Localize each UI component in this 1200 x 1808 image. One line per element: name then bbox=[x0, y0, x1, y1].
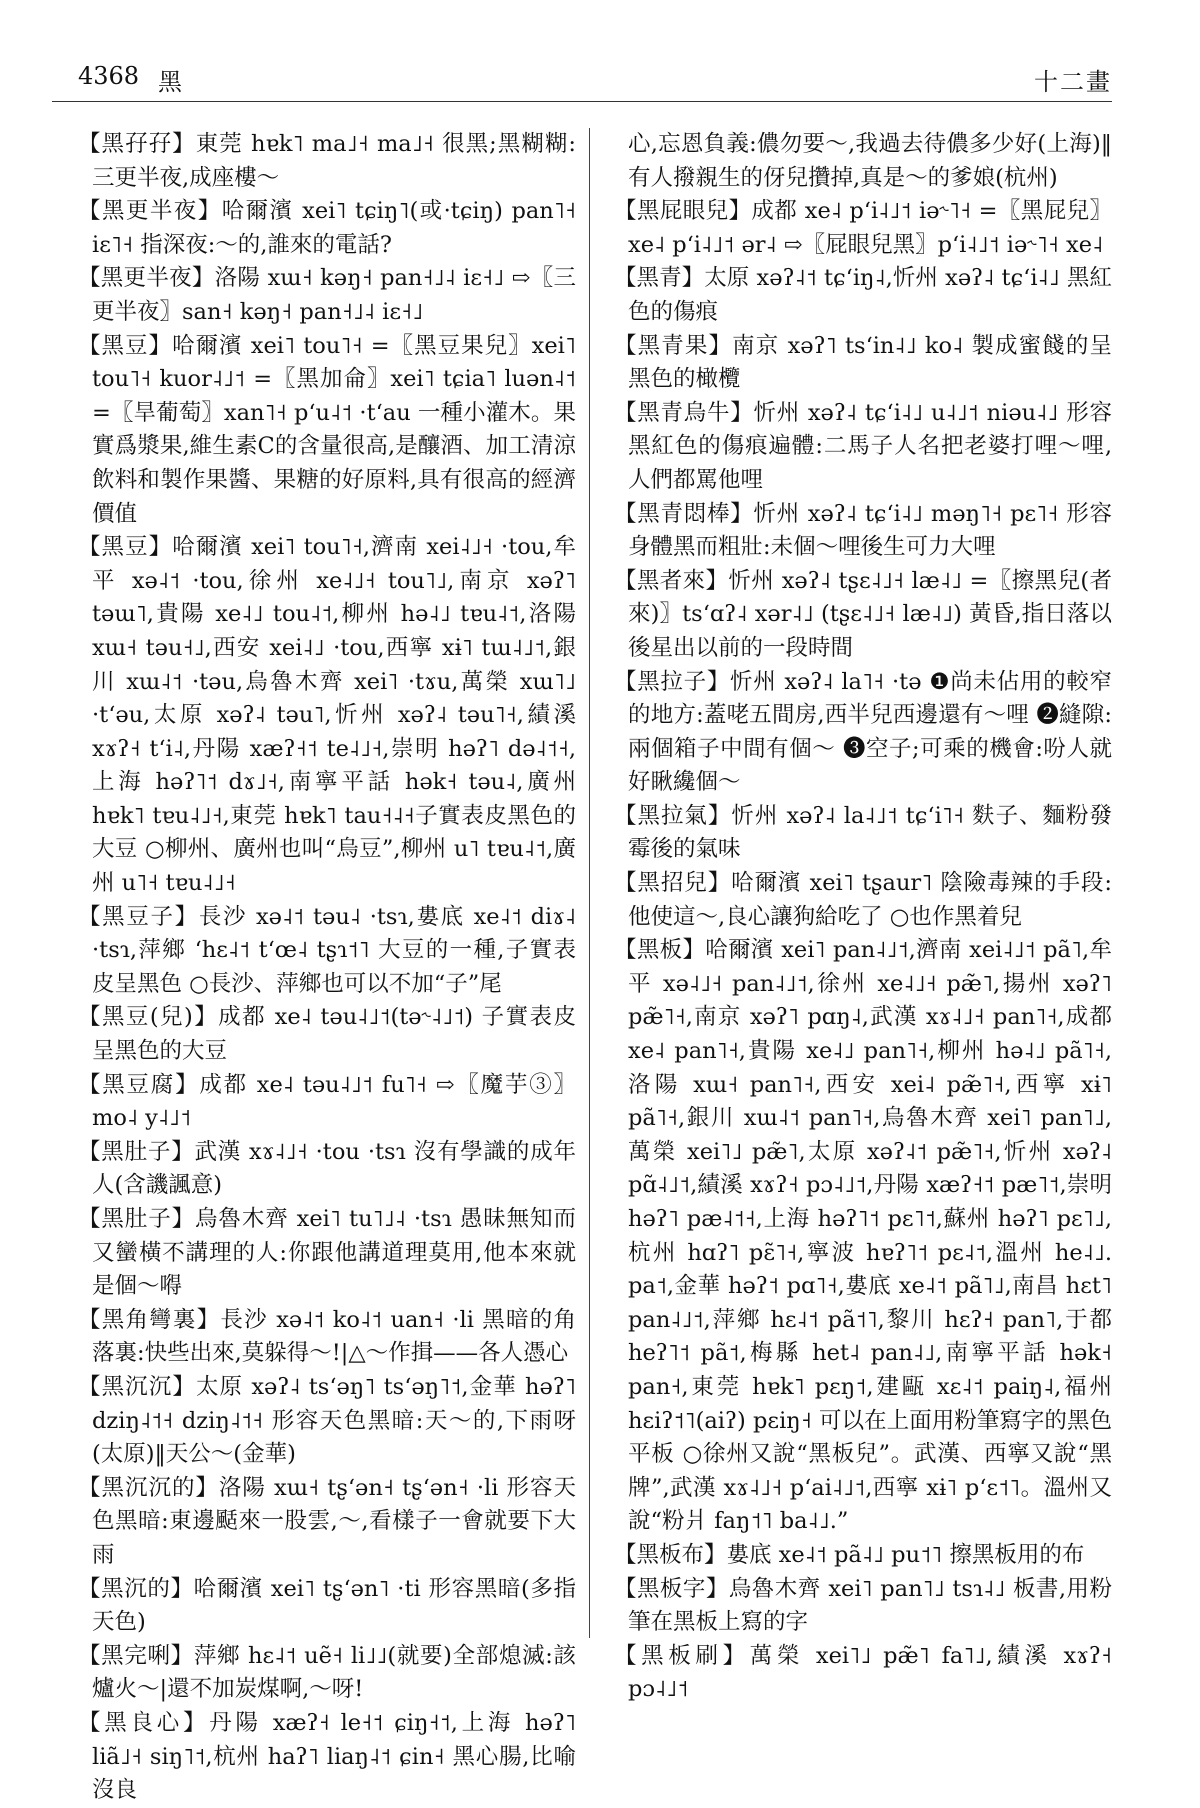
dictionary-entry bbox=[78, 262, 576, 329]
dictionary-entry bbox=[78, 1371, 576, 1472]
dictionary-entry bbox=[614, 1573, 1112, 1640]
dictionary-entry bbox=[614, 666, 1112, 800]
entry-definition: 東莞 hɐk˥ ma˩˧ ma˩˧ 很黑;黑糊糊:三更半夜,成座樓～ bbox=[92, 131, 576, 191]
entry-headword: 【黑青】 bbox=[614, 265, 705, 292]
dictionary-entry bbox=[78, 330, 576, 532]
entry-definition: 忻州 xəʔ˨ la˥˧ ·tə ❶尚未佔用的較窄的地方:蓋咾五間房,西半兒西邊還有～哩 ❷縫隙:兩個箱子中間有個～ ❸空子;可乘的機會:吩人就好瞅纔個～ bbox=[628, 668, 1112, 796]
entry-definition: 哈爾濱 xei˥ tʂʻən˥ ·ti 形容黑暗(多指天色) bbox=[92, 1575, 576, 1636]
entry-definition: 太原 xəʔ˨˦ tɕʻiŋ˨,忻州 xəʔ˨ tɕʻi˨˩ 黑紅色的傷痕 bbox=[628, 265, 1112, 325]
entry-headword: 【黑拉子】 bbox=[614, 668, 731, 695]
entry-definition: 哈爾濱 xei˥ tou˥˧,濟南 xei˨˩˧ ·tou,牟平 xə˨˦ ·tou,徐州 xe˨˩˧ tou˥˩,南京 xəʔ˥ təɯ˥,貴陽 xe˨˩ tou˨˦,柳州 hə˨˩ tɐu˨˦,洛陽 xɯ˧ təu˧˩,西安 xei˨˩ ·tou,西寧 xɨ˥ tɯ˨˩˦,銀川 xɯ˨˦ ·təu,烏魯木齊 xei˥ ·tɤu,萬榮 xɯ˥˩ ·tʻəu,太原 xəʔ˨ təu˥,忻州 xəʔ˨ təu˥˧,績溪 xɤʔ˧ tʻi˨,丹陽 xæʔ˧˦ te˨˩˧,崇明 həʔ˥ də˨˦˧,上海 həʔ˥˦ dɤ˩˧,南寧平話 hək˧ təu˨,廣州 hɐk˥ tɐu˨˩˧,東莞 hɐk˥ tau˧˨˧子實表皮黑色的大豆 ○柳州、廣州也叫“烏豆”,柳州 u˥ tɐu˨˦,廣州 u˥˧ tɐu˨˩˧ bbox=[92, 534, 576, 897]
dictionary-entry bbox=[614, 195, 1112, 262]
entry-definition: 洛陽 xɯ˧ tʂʻən˧ tʂʻən˧ ·li 形容天色黑暗:東邊颳來一股雲,～,看樣子一會就要下大雨 bbox=[92, 1474, 576, 1568]
entry-headword: 【黑招兒】 bbox=[614, 870, 732, 897]
entry-definition: 太原 xəʔ˨ tsʻəŋ˥ tsʻəŋ˥˦,金華 həʔ˥ dziŋ˨˦˧ dziŋ˨˦˧ 形容天色黑暗:天～的,下雨呀(太原)‖天公～(金華) bbox=[92, 1373, 576, 1468]
stroke-section: 十二畫 bbox=[1034, 68, 1112, 96]
entry-headword: 【黑者來】 bbox=[614, 567, 729, 594]
entry-headword: 【黑青悶棒】 bbox=[614, 500, 754, 527]
entry-definition: 忻州 xəʔ˨ tɕʻi˨˩ u˨˩˦ niəu˨˩ 形容黑紅色的傷痕遍體:二馬子人名把老婆打哩～哩,人們都罵他哩 bbox=[628, 399, 1112, 493]
entry-headword: 【黑沉的】 bbox=[78, 1575, 194, 1602]
entry-headword: 【黑板字】 bbox=[614, 1575, 729, 1602]
dictionary-entry bbox=[78, 1640, 576, 1707]
entry-definition: 南京 xəʔ˥ tsʻin˨˩ ko˨ 製成蜜餞的呈黑色的橄欖 bbox=[628, 332, 1112, 393]
dictionary-entry bbox=[614, 1640, 1112, 1707]
dictionary-entry bbox=[614, 800, 1112, 867]
entry-definition: 哈爾濱 xei˥ tou˥˧ =〖黑豆果兒〗xei˥ tou˥˧ kuor˨˩˦ =〖黑加侖〗xei˥ tɕia˥ luən˨˦ =〖旱葡萄〗xan˥˧ pʻu˨˦ ·tʻau 一種小灌木。果實爲漿果,維生素C的含量很高,是釀酒、加工清涼飲料和製作果醬、果糖的好原料,具有很高的經濟價值 bbox=[92, 332, 576, 527]
entry-headword: 【黑豆子】 bbox=[78, 903, 199, 930]
right-column bbox=[614, 128, 1112, 1707]
entry-headword: 【黑豆腐】 bbox=[78, 1071, 200, 1098]
entry-definition: 萍鄉 hɛ˨˦ uẽ˧ li˩˩(就要)全部熄滅:該爐火～|還不加炭煤啊,～呀! bbox=[92, 1642, 576, 1703]
entry-definition: 哈爾濱 xei˥ tɕiŋ˥(或·tɕiŋ) pan˥˧ iɛ˥˧ 指深夜:～的,誰來的電話? bbox=[92, 198, 576, 258]
entry-headword: 【黑板】 bbox=[614, 937, 706, 964]
entry-headword: 【黑更半夜】 bbox=[78, 265, 215, 292]
entry-definition: 哈爾濱 xei˥ tʂaur˥ 陰險毒辣的手段:他使這～,良心讓狗給吃了 ○也作黑着兒 bbox=[628, 870, 1112, 930]
dictionary-entry bbox=[78, 1707, 576, 1808]
dictionary-entry bbox=[614, 330, 1112, 397]
entry-headword: 【黑孖孖】 bbox=[78, 131, 196, 157]
entry-headword: 【黑良心】 bbox=[78, 1709, 210, 1736]
entry-headword: 【黑屁眼兒】 bbox=[614, 198, 752, 225]
entry-headword: 【黑完唎】 bbox=[78, 1642, 194, 1669]
dictionary-entry bbox=[614, 934, 1112, 1539]
dictionary-entry bbox=[78, 1573, 576, 1640]
dictionary-entry bbox=[78, 195, 576, 262]
entry-headword: 【黑肚子】 bbox=[78, 1138, 195, 1165]
entry-definition: 忻州 xəʔ˨ tʂɛ˨˩˧ læ˨˩ =〖擦黑兒(者來)〗tsʻɑʔ˨ xər˨˩ (tʂɛ˨˩˧ læ˨˩) 黃昏,指日落以後星出以前的一段時間 bbox=[628, 567, 1112, 661]
entry-definition: 烏魯木齊 xei˥ pan˥˩ tsɿ˨˩ 板書,用粉筆在黑板上寫的字 bbox=[628, 1575, 1112, 1636]
entry-headword: 【黑沉沉的】 bbox=[78, 1474, 219, 1501]
entry-definition: 忻州 xəʔ˨ la˨˩˦ tɕʻi˥˧ 麩子、麵粉發霉後的氣味 bbox=[628, 802, 1112, 863]
entry-definition: 長沙 xə˨˦ təu˨ ·tsɿ,婁底 xe˨˦ diɤ˨ ·tsɿ,萍鄉 ʻhɛ˨˦ tʻœ˨ tʂɿ˦˥ 大豆的一種,子實表皮呈黑色 ○長沙、萍鄉也可以不加“子”尾 bbox=[92, 903, 576, 997]
entry-headword: 【黑拉氣】 bbox=[614, 802, 732, 829]
dictionary-entry bbox=[78, 1069, 576, 1136]
left-column bbox=[78, 128, 576, 1808]
dictionary-entry bbox=[78, 1001, 576, 1068]
header-rule bbox=[52, 101, 1112, 102]
entry-headword: 【黑肚子】 bbox=[78, 1206, 196, 1232]
dictionary-entry bbox=[78, 1136, 576, 1203]
entry-definition: 丹陽 xæʔ˧ le˧˦ ɕiŋ˧˦,上海 həʔ˥ liã˩˧ siŋ˥˦,杭州 haʔ˥ liaŋ˨˦ ɕin˧ 黑心腸,比喻沒良 bbox=[92, 1709, 576, 1804]
dictionary-entry bbox=[78, 1304, 576, 1371]
entry-headword: 【黑角彎裏】 bbox=[78, 1306, 221, 1333]
entry-headword: 【黑豆】 bbox=[78, 332, 173, 359]
header-character: 黑 bbox=[158, 68, 182, 96]
entry-definition: 長沙 xə˨˦ ko˨˦ uan˧ ·li 黑暗的角落裏:快些出來,莫躲得～!|△～作揖——各人憑心 bbox=[92, 1306, 576, 1367]
entry-headword: 【黑板布】 bbox=[614, 1541, 727, 1568]
entry-definition: 成都 xe˨ pʻi˨˩˦ iə˞˥˧ =〖黑屁兒〗xe˨ pʻi˨˩˦ ər˨ ⇨〖屁眼兒黑〗pʻi˨˩˦ iə˞˥˧ xe˨ bbox=[628, 198, 1112, 258]
entry-headword: 【黑板刷】 bbox=[614, 1642, 750, 1669]
entry-definition: 忻州 xəʔ˨ tɕʻi˨˩ məŋ˥˧ pɛ˥˧ 形容身體黑而粗壯:未個～哩後生可力大哩 bbox=[628, 500, 1112, 561]
entry-headword: 【黑青烏牛】 bbox=[614, 399, 754, 426]
entry-headword: 【黑豆】 bbox=[78, 534, 173, 561]
dictionary-entry bbox=[78, 1203, 576, 1304]
dictionary-entry bbox=[614, 262, 1112, 329]
dictionary-entry bbox=[614, 397, 1112, 498]
entry-definition: 烏魯木齊 xei˥ tu˥˩˨ ·tsɿ 愚昧無知而又蠻橫不講理的人:你跟他講道理莫用,他本來就是個～嘚 bbox=[92, 1206, 576, 1300]
dictionary-entry bbox=[614, 1539, 1112, 1573]
entry-headword: 【黑沉沉】 bbox=[78, 1373, 196, 1400]
dictionary-entry bbox=[614, 867, 1112, 934]
entry-definition: 成都 xe˨ təu˨˩˦(tə˞˨˩˦) 子實表皮呈黑色的大豆 bbox=[92, 1004, 576, 1065]
entry-headword: 【黑豆(兒)】 bbox=[78, 1004, 219, 1031]
entry-headword: 【黑更半夜】 bbox=[78, 198, 222, 225]
dictionary-entry bbox=[78, 531, 576, 901]
column-divider bbox=[589, 128, 590, 1638]
dictionary-entry bbox=[78, 1472, 576, 1573]
entry-definition: 成都 xe˨ təu˨˩˦ fu˥˧ ⇨〖魔芋③〗mo˨ y˨˩˦ bbox=[92, 1071, 576, 1132]
entry-definition: 婁底 xe˨˦ pã˨˩ pu˦˥ 擦黑板用的布 bbox=[726, 1541, 1085, 1568]
page-header bbox=[78, 62, 1112, 100]
entry-definition: 武漢 xɤ˨˩˧ ·tou ·tsɿ 沒有學識的成年人(含譏諷意) bbox=[92, 1138, 576, 1199]
page-number: 4368 bbox=[78, 62, 140, 90]
dictionary-entry bbox=[78, 128, 576, 195]
dictionary-entry bbox=[614, 565, 1112, 666]
dictionary-entry bbox=[614, 498, 1112, 565]
dictionary-entry bbox=[78, 901, 576, 1002]
entry-headword: 【黑青果】 bbox=[614, 332, 733, 359]
entry-definition: 洛陽 xɯ˧ kəŋ˧ pan˧˩˨ iɛ˧˩ ⇨〖三更半夜〗san˧ kəŋ˧ pan˧˩˨ iɛ˧˩ bbox=[92, 265, 576, 325]
entry-continuation: 心,忘恩負義:儂勿要～,我過去待儂多少好(上海)‖有人撥親生的伢兒攢掉,真是～的爹娘(杭州) bbox=[628, 131, 1112, 191]
entry-definition: 萬榮 xei˥˩ pæ̃˥ fa˥˩,績溪 xɤʔ˧ pɔ˨˩˦ bbox=[628, 1642, 1112, 1703]
entry-definition: 哈爾濱 xei˥ pan˨˩˦,濟南 xei˨˩˦ pã˥,牟平 xə˨˩˧ pan˨˩˦,徐州 xe˨˩˧ pæ̃˥,揚州 xəʔ˥ pæ̃˥˧,南京 xəʔ˥ pɑŋ˨,武漢 xɤ˨˩˧ pan˥˧,成都 xe˨ pan˥˧,貴陽 xe˨˩ pan˥˧,柳州 hə˨˩ pã˥˧,洛陽 xɯ˧ pan˥˧,西安 xei˨ pæ̃˥˧,西寧 xɨ˥ pã˥˧,銀川 xɯ˨˦ pan˥˧,烏魯木齊 xei˥ pan˥˩,萬榮 xei˥˩ pæ̃˥,太原 xəʔ˨˦ pæ̃˥˧,忻州 xəʔ˨ pɑ̃˨˩˦,績溪 xɤʔ˧ pɔ˨˩˦,丹陽 xæʔ˧˦ pæ˥˦,崇明 həʔ˥ pæ˨˦˧,上海 həʔ˥˦ pɛ˥˦,蘇州 həʔ˥ pɛ˥˩,杭州 hɑʔ˥ pɛ̃˥˧,寧波 hɐʔ˥˦ pɛ˨˦,溫州 he˨˩. pa˦,金華 həʔ˦ pɑ˥˧,婁底 xe˨˦ pã˥˩,南昌 hɛt˥ pan˨˩˦,萍鄉 hɛ˨˦ pã˦˥,黎川 hɛʔ˧ pan˥,于都 heʔ˥˦ pã˦,梅縣 het˨ pan˨˩,南寧平話 hək˧ pan˧,東莞 hɐk˥ pɛŋ˦,建甌 xɛ˨˦ paiŋ˨,福州 hɛiʔ˦˥(aiʔ) pɛiŋ˧ 可以在上面用粉筆寫字的黑色平板 ○徐州又說“黑板兒”。武漢、西寧又說“黑牌”,武漢 xɤ˨˩˧ pʻai˨˩˦,西寧 xɨ˥ pʻɛ˦˥。溫州又說“粉爿 faŋ˦˥ ba˨˩.” bbox=[628, 937, 1112, 1535]
